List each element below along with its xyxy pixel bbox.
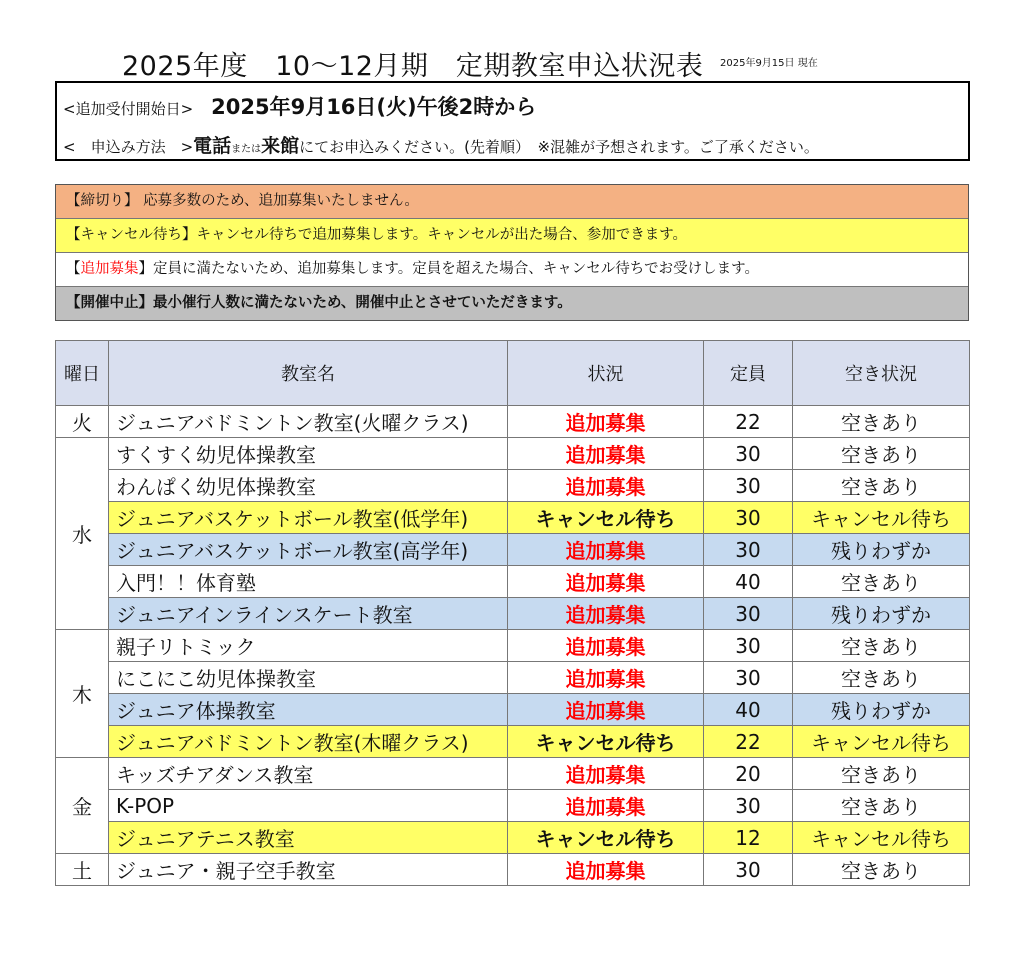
class-name: 入門！！体育塾 xyxy=(109,566,508,598)
day-cell-wed: 水 xyxy=(56,438,109,630)
capacity-cell: 30 xyxy=(704,598,793,630)
availability-cell: 空きあり xyxy=(793,662,970,694)
legend-closed-tag: 【締切り】 xyxy=(66,193,139,209)
status-cell: 追加募集 xyxy=(508,630,704,662)
legend-recruit xyxy=(56,252,968,286)
legend-closed-text: 応募多数のため、追加募集いたしません。 xyxy=(143,193,419,209)
table-row xyxy=(56,438,970,470)
legend-waitlist-text: キャンセル待ちで追加募集します。キャンセルが出た場合、参加できます。 xyxy=(196,227,688,243)
table-row xyxy=(56,822,970,854)
capacity-cell: 12 xyxy=(704,822,793,854)
class-name: K-POP xyxy=(109,790,508,822)
status-cell: キャンセル待ち xyxy=(508,822,704,854)
table-row xyxy=(56,790,970,822)
status-cell: 追加募集 xyxy=(508,758,704,790)
availability-cell: 空きあり xyxy=(793,758,970,790)
legend-cancelled-text: 最小催行人数に満たないため、開催中止とさせていただきます。 xyxy=(153,295,572,311)
availability-cell: 空きあり xyxy=(793,790,970,822)
capacity-cell: 30 xyxy=(704,438,793,470)
availability-cell: キャンセル待ち xyxy=(793,726,970,758)
legend-cancelled-tag: 【開催中止】 xyxy=(66,295,153,311)
legend-recruit-open: 【 xyxy=(66,261,81,277)
day-cell-tue: 火 xyxy=(56,406,109,438)
status-cell: 追加募集 xyxy=(508,534,704,566)
table-row xyxy=(56,534,970,566)
capacity-cell: 20 xyxy=(704,758,793,790)
availability-cell: 空きあり xyxy=(793,438,970,470)
method-visit: 来館 xyxy=(261,135,300,157)
availability-cell: 空きあり xyxy=(793,566,970,598)
status-cell: キャンセル待ち xyxy=(508,726,704,758)
header-status: 状況 xyxy=(508,341,704,406)
capacity-cell: 40 xyxy=(704,694,793,726)
capacity-cell: 40 xyxy=(704,566,793,598)
status-cell: 追加募集 xyxy=(508,406,704,438)
availability-cell: 空きあり xyxy=(793,470,970,502)
availability-cell: キャンセル待ち xyxy=(793,822,970,854)
day-cell-fri: 金 xyxy=(56,758,109,854)
legend-cancelled xyxy=(56,286,968,320)
table-row xyxy=(56,694,970,726)
capacity-cell: 30 xyxy=(704,534,793,566)
legend-recruit-tag: 追加募集 xyxy=(80,261,139,277)
method-label: < 申込み方法 > xyxy=(63,138,194,156)
table-row xyxy=(56,662,970,694)
status-cell: 追加募集 xyxy=(508,470,704,502)
status-legend xyxy=(55,184,969,321)
class-name: ジュニアテニス教室 xyxy=(109,822,508,854)
status-cell: 追加募集 xyxy=(508,694,704,726)
table-header-row xyxy=(56,341,970,406)
availability-cell: 空きあり xyxy=(793,630,970,662)
class-name: にこにこ幼児体操教室 xyxy=(109,662,508,694)
class-name: ジュニアバドミントン教室(火曜クラス) xyxy=(109,406,508,438)
start-date-value: 2025年9月16日(火)午後2時から xyxy=(211,95,537,119)
status-cell: 追加募集 xyxy=(508,598,704,630)
legend-waitlist xyxy=(56,218,968,252)
status-cell: 追加募集 xyxy=(508,662,704,694)
method-phone: 電話 xyxy=(193,135,232,157)
legend-recruit-text: 定員に満たないため、追加募集します。定員を超えた場合、キャンセル待ちでお受けします。 xyxy=(153,261,759,277)
method-or: または xyxy=(231,144,262,155)
availability-cell: 残りわずか xyxy=(793,534,970,566)
capacity-cell: 30 xyxy=(704,662,793,694)
class-name: 親子リトミック xyxy=(109,630,508,662)
header-capacity: 定員 xyxy=(704,341,793,406)
table-row xyxy=(56,630,970,662)
capacity-cell: 30 xyxy=(704,630,793,662)
day-cell-thu: 木 xyxy=(56,630,109,758)
application-method-line xyxy=(63,131,819,158)
capacity-cell: 30 xyxy=(704,470,793,502)
availability-cell: 空きあり xyxy=(793,854,970,886)
class-name: すくすく幼児体操教室 xyxy=(109,438,508,470)
availability-cell: キャンセル待ち xyxy=(793,502,970,534)
start-date-line xyxy=(63,91,536,121)
capacity-cell: 30 xyxy=(704,502,793,534)
availability-cell: 残りわずか xyxy=(793,598,970,630)
table-row xyxy=(56,598,970,630)
application-info-box xyxy=(55,81,970,161)
as-of-date: 2025年9月15日 現在 xyxy=(720,58,818,69)
class-name: ジュニアバスケットボール教室(低学年) xyxy=(109,502,508,534)
legend-recruit-close: 】 xyxy=(138,261,153,277)
table-row xyxy=(56,502,970,534)
table-row xyxy=(56,726,970,758)
page-title: 2025年度 10～12月期 定期教室申込状況表 xyxy=(122,51,704,82)
legend-closed xyxy=(56,185,968,218)
status-cell: 追加募集 xyxy=(508,854,704,886)
capacity-cell: 22 xyxy=(704,406,793,438)
header-class-name: 教室名 xyxy=(109,341,508,406)
class-name: ジュニアバスケットボール教室(高学年) xyxy=(109,534,508,566)
day-cell-sat: 土 xyxy=(56,854,109,886)
table-row xyxy=(56,854,970,886)
legend-waitlist-tag: 【キャンセル待ち】 xyxy=(66,227,197,243)
status-cell: 追加募集 xyxy=(508,566,704,598)
table-row xyxy=(56,406,970,438)
class-name: ジュニアバドミントン教室(木曜クラス) xyxy=(109,726,508,758)
capacity-cell: 30 xyxy=(704,790,793,822)
status-cell: 追加募集 xyxy=(508,790,704,822)
method-note: にてお申込みください。(先着順） ※混雑が予想されます。ご了承ください。 xyxy=(299,138,819,156)
class-name: ジュニアインラインスケート教室 xyxy=(109,598,508,630)
capacity-cell: 30 xyxy=(704,854,793,886)
availability-cell: 空きあり xyxy=(793,406,970,438)
class-name: わんぱく幼児体操教室 xyxy=(109,470,508,502)
status-cell: 追加募集 xyxy=(508,438,704,470)
header-day: 曜日 xyxy=(56,341,109,406)
table-row xyxy=(56,470,970,502)
capacity-cell: 22 xyxy=(704,726,793,758)
availability-cell: 残りわずか xyxy=(793,694,970,726)
class-name: キッズチアダンス教室 xyxy=(109,758,508,790)
class-status-table xyxy=(55,340,970,886)
header-availability: 空き状況 xyxy=(793,341,970,406)
class-name: ジュニア体操教室 xyxy=(109,694,508,726)
start-date-label: <追加受付開始日> xyxy=(63,100,194,118)
class-name: ジュニア・親子空手教室 xyxy=(109,854,508,886)
table-row xyxy=(56,566,970,598)
table-row xyxy=(56,758,970,790)
status-cell: キャンセル待ち xyxy=(508,502,704,534)
